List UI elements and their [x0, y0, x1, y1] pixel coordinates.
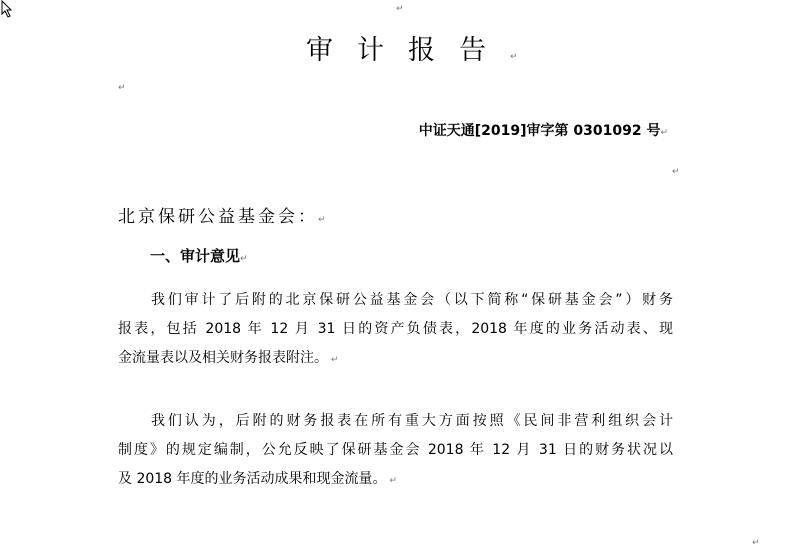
- paragraph-mark-icon: ↵: [386, 476, 397, 486]
- paragraph-line: [118, 465, 673, 494]
- paragraph-line: [118, 344, 673, 373]
- paragraph-line: 我们审计了后附的北京保研公益基金会（以下简称“保研基金会”）财务: [151, 292, 673, 308]
- paragraph-mark-icon: ↵: [318, 215, 326, 225]
- paragraph-line: 制度》的规定编制，公允反映了保研基金会 2018 年 12 月 31 日的财务状况以: [118, 442, 673, 458]
- paragraph-mark-icon: ↵: [752, 538, 760, 548]
- paragraph-mark-icon: ↵: [510, 52, 518, 62]
- document-number: [419, 120, 668, 140]
- paragraph-line: 我们认为，后附的财务报表在所有重大方面按照《民间非营利组织会计: [151, 413, 673, 429]
- addressee-text: 北京保研公益基金会：: [118, 207, 318, 227]
- paragraph-mark-icon: ↵: [672, 167, 680, 177]
- mouse-cursor-icon: [1, 0, 15, 18]
- document-number-text: 中证天通[2019]审字第 0301092 号: [418, 123, 661, 139]
- paragraph-mark-icon: ↵: [660, 128, 668, 138]
- paragraph-line: 报表，包括 2018 年 12 月 31 日的资产负债表，2018 年度的业务活动表、现: [118, 321, 673, 337]
- addressee: [118, 202, 326, 227]
- paragraph-line-text: 及 2018 年度的业务活动成果和现金流量。: [118, 471, 387, 487]
- section-heading-text: 一、审计意见: [150, 247, 241, 265]
- section-heading: [150, 245, 248, 266]
- paragraph-mark-icon: ↵: [240, 254, 248, 264]
- paragraph-line-text: 金流量表以及相关财务报表附注。: [118, 350, 328, 366]
- paragraph-audit-scope: [118, 286, 673, 373]
- paragraph-mark-icon: ↵: [118, 83, 126, 93]
- paragraph-mark-icon: ↵: [328, 355, 339, 365]
- title-text: 审计报告: [306, 35, 510, 66]
- paragraph-audit-opinion: [118, 407, 673, 494]
- page-title: [306, 28, 518, 67]
- paragraph-mark-icon: ↵: [396, 4, 404, 14]
